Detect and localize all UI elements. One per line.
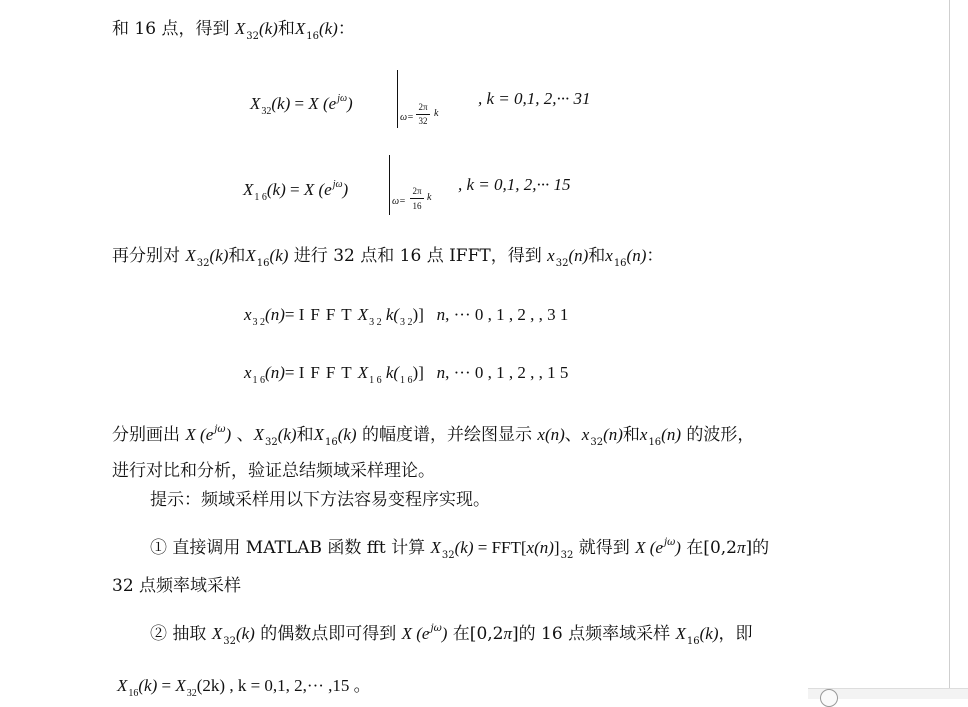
expr: X (e [185, 425, 214, 444]
equals: = [290, 94, 309, 113]
arg: (k) [269, 246, 289, 265]
text: 和 16 点，得到 [112, 19, 235, 39]
expr: X (e [308, 94, 337, 113]
symbol-X: X [250, 94, 261, 113]
arg: (k) [258, 19, 278, 38]
equation-2-condition: , k = 0,1, 2,··· 15 [458, 175, 571, 194]
bracket: )] [412, 363, 424, 382]
symbol-X: X [357, 363, 369, 382]
text: = FFT[ [473, 538, 527, 557]
text: 再分别对 [112, 246, 186, 266]
subscript: 1 6 [254, 192, 267, 203]
superscript: jω [332, 179, 343, 190]
text: ]的 16 点频率域采样 [512, 624, 676, 644]
subscript: 3 2 [252, 317, 266, 328]
arg: (k) [235, 624, 255, 643]
subscript: 32 [186, 688, 197, 699]
subscript: 32 [246, 31, 259, 42]
subscript: 16 [306, 31, 319, 42]
equation-2-lhs [243, 174, 348, 209]
subscript: 32 [264, 437, 278, 448]
index-n: n [436, 363, 446, 382]
text: ： [646, 246, 664, 266]
paren: ) [675, 538, 681, 557]
subscript: 32 [261, 106, 272, 117]
arg: (k) [266, 180, 286, 199]
text: ② 抽取 [150, 624, 212, 644]
evaluation-bar [397, 70, 398, 128]
expr: x(n) [537, 425, 565, 444]
equals: = [285, 180, 304, 199]
subscript: 16 [648, 437, 662, 448]
text-line-7: 32 点频率域采样 [112, 576, 242, 596]
text-line-4: 进行对比和分析，验证总结频域采样理论。 [112, 461, 435, 481]
subscript: 16 [256, 258, 270, 269]
symbol-pi: π [503, 624, 513, 643]
arg: (k) [699, 624, 719, 643]
equation-4 [244, 362, 568, 392]
subscript: 1 6 [369, 375, 382, 386]
arg: (n) [265, 305, 285, 324]
symbol-X: X [243, 180, 254, 199]
arg: (k) [209, 246, 229, 265]
text: 、 [564, 425, 582, 445]
symbol-x: x [547, 246, 555, 265]
arg: (k) [277, 425, 297, 444]
text: ]的 [745, 538, 770, 558]
evaluation-bar [389, 155, 390, 215]
eval-num: 2π [418, 102, 428, 112]
arg: (2k) [196, 676, 226, 695]
subscript: 32 [555, 258, 569, 269]
eval-k: k [427, 192, 432, 203]
equals: = [157, 676, 176, 695]
fraction-bar [410, 198, 424, 199]
text-line-3 [112, 419, 754, 454]
equation-1-lhs [250, 88, 353, 123]
ifft-label: IFFT [298, 305, 358, 324]
symbol-x: x [581, 425, 590, 444]
paren: ) [342, 180, 349, 199]
symbol-X: X [253, 425, 264, 444]
text: 和 [277, 19, 295, 39]
circle-icon[interactable] [820, 689, 838, 707]
arg: (n) [626, 246, 647, 265]
text: 的波形， [681, 425, 755, 445]
symbol-X: X [211, 624, 223, 643]
eval-den: 16 [412, 201, 422, 211]
step-1-line [150, 532, 769, 567]
fraction-bar [416, 114, 430, 115]
subscript: 16 [613, 258, 627, 269]
subscript: 1 6 [252, 375, 266, 386]
symbol-X: X [294, 19, 306, 38]
text: 和 [588, 246, 606, 266]
arg: (n) [265, 363, 285, 382]
arg: (k) [454, 538, 474, 557]
subscript: 16 [128, 688, 139, 699]
hint-line: 提示：频域采样用以下方法容易变程序实现。 [150, 490, 490, 510]
eval-omega: ω= [392, 196, 406, 207]
text: ① 直接调用 MATLAB 函数 fft 计算 [150, 538, 431, 558]
equation-1-condition: , k = 0,1, 2,··· 31 [478, 89, 591, 108]
ifft-label: IFFT [298, 363, 358, 382]
symbol-X: X [234, 19, 246, 38]
symbol-X: X [175, 676, 186, 695]
text-line-1 [112, 18, 355, 48]
index-n: n [436, 305, 446, 324]
subscript: 16 [324, 437, 338, 448]
text: 、 [231, 425, 254, 445]
symbol-x: x [244, 305, 252, 324]
bracket: )] [412, 305, 424, 324]
text: 分别画出 [112, 425, 186, 445]
arg: (n) [661, 425, 681, 444]
eval-k: k [434, 108, 439, 119]
text: 在[0,2 [447, 624, 504, 644]
expr: X (e [303, 180, 332, 199]
arg: (n) [568, 246, 589, 265]
superscript: jω [214, 424, 226, 435]
symbol-pi: π [736, 538, 746, 557]
subscript: 32 [590, 437, 604, 448]
superscript: jω [337, 93, 348, 104]
symbol-x: x [605, 246, 613, 265]
symbol-X: X [245, 246, 256, 265]
arg: (k) [138, 676, 158, 695]
subscript: 32 [560, 550, 574, 561]
subscript: 32 [223, 636, 236, 647]
symbol-X: X [430, 538, 441, 557]
page-edge-line [949, 0, 950, 699]
arg: (n) [603, 425, 623, 444]
arg: k( [385, 363, 400, 382]
symbol-X: X [313, 425, 324, 444]
text-line-2 [112, 245, 663, 275]
subscript: 32 [441, 550, 455, 561]
subscript: 3 2 [400, 317, 413, 328]
arg: (k) [337, 425, 357, 444]
superscript: jω [430, 623, 442, 634]
eval-num: 2π [412, 186, 422, 196]
text: 和 [622, 425, 640, 445]
subscript: 16 [686, 636, 700, 647]
subscript: 3 2 [369, 317, 382, 328]
symbol-x: x [639, 425, 648, 444]
text: ，即 [718, 624, 753, 644]
paren: ) [441, 624, 448, 643]
eval-omega: ω= [400, 112, 414, 123]
equation-3 [244, 304, 568, 334]
arg: (k) [318, 19, 338, 38]
text: 在[0,2 [680, 538, 737, 558]
eval-den: 32 [418, 116, 428, 126]
symbol-X: X [117, 676, 128, 695]
text: ： [337, 19, 355, 39]
arg: (k) [271, 94, 291, 113]
symbol-X: X [185, 246, 196, 265]
expr: X (e [401, 624, 430, 643]
symbol-x: x [244, 363, 252, 382]
symbol-X: X [675, 624, 686, 643]
arg: k( [385, 305, 400, 324]
range: , ··· 0 , 1 , 2 , , 1 5 [445, 363, 569, 382]
text: 的偶数点即可得到 [254, 624, 402, 644]
range: , ··· 0 , 1 , 2 , , 3 1 [445, 305, 569, 324]
paren: ) [225, 425, 232, 444]
text: 和 [228, 246, 246, 266]
equals: = [284, 305, 299, 324]
equals: = [284, 363, 299, 382]
paren: ) [347, 94, 353, 113]
symbol-X: X [357, 305, 369, 324]
range: , k = 0,1, 2,··· ,15 。 [225, 676, 371, 695]
step-2-line [150, 618, 753, 653]
text: 的幅度谱，并绘图显示 [356, 425, 538, 445]
subscript: 1 6 [400, 375, 413, 386]
superscript: jω [663, 537, 676, 548]
final-equation [117, 675, 371, 705]
text: 进行 32 点和 16 点 IFFT，得到 [288, 246, 548, 266]
bracket: ] [553, 538, 560, 557]
expr: x(n) [526, 538, 554, 557]
text: 就得到 [573, 538, 636, 558]
subscript: 32 [196, 258, 210, 269]
expr: X (e [635, 538, 663, 557]
text: 和 [296, 425, 314, 445]
